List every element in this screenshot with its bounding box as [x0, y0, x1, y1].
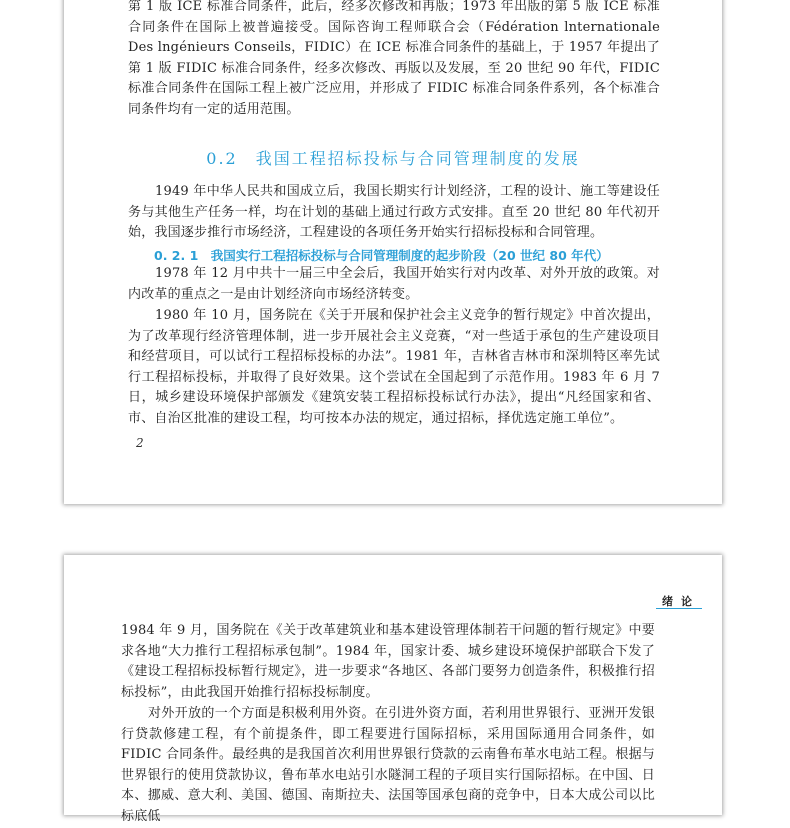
paragraph-1984: 1984 年 9 月，国务院在《关于改革建筑业和基本建设管理体制若干问题的暂行规定》中要求各地“大力推行工程招标承包制”。1984 年，国家计委、城乡建设环境保护部联合下发了《建设工程招标投标暂行规定》，进一步要求“各地区、各部门要努力创造条件，积极推行招标投标”，由此我国开始推行招标投标制度。	[121, 623, 655, 700]
paragraph-fidic-history: 第 1 版 ICE 标准合同条件，此后，经多次修改和再版；1973 年出版的第 5 版 ICE 标准合同条件在国际上被普遍接受。国际咨询工程师联合会（Fédération lnternationale Des lngénieurs Conseils，FIDIC）在 ICE 标准合同条件的基础上，于 1957 年提出了第 1 版 FIDIC 标准合同条件，经多次修改、再版以及发展，至 20 世纪 90 年代，FIDIC 标准合同条件在国际工程上被广泛应用，并形成了 FIDIC 标准合同条件系列，各个标准合同条件均有一定的适用范围。	[128, 0, 660, 117]
running-head: 绪论	[662, 595, 700, 608]
paragraph-1949: 1949 年中华人民共和国成立后，我国长期实行计划经济，工程的设计、施工等建设任务与其他生产任务一样，均在计划的基础上通过行政方式安排。直至 20 世纪 80 年代初开始，我国逐步推行市场经济，工程建设的各项任务开始实行招标投标和合同管理。	[128, 184, 660, 241]
subsection-title: 0. 2. 1 我国实行工程招标投标与合同管理制度的起步阶段（20 世纪 80 年代）	[154, 248, 609, 263]
page-number: 2	[136, 436, 144, 450]
document-page	[64, 555, 722, 824]
document-page	[64, 0, 722, 504]
section-title: 0.2 我国工程招标投标与合同管理制度的发展	[206, 149, 580, 168]
paragraph-1980: 1980 年 10 月，国务院在《关于开展和保护社会主义竞争的暂行规定》中首次提出，为了改革现行经济管理体制，进一步开展社会主义竞赛，“对一些适于承包的生产建设项目和经营项目，可以试行工程招标投标的办法”。1981 年，吉林省吉林市和深圳特区率先试行工程招标投标，并取得了良好效果。这个尝试在全国起到了示范作用。1983 年 6 月 7 日，城乡建设环境保护部颁发《建筑安装工程招标投标试行办法》，提出“凡经国家和省、市、自治区批准的建设工程，均可按本办法的规定，通过招标，择优选定施工单位”。	[128, 308, 660, 426]
paragraph-opening-up: 对外开放的一个方面是积极利用外资。在引进外资方面，若利用世界银行、亚洲开发银行贷款修建工程，有个前提条件，即工程要进行国际招标，采用国际通用合同条件，如 FIDIC 合同条件。最经典的是我国首次利用世界银行贷款的云南鲁布革水电站工程。根据与世界银行的使用贷款协议，鲁布革水电站引水隧洞工程的子项目实行国际招标。在中国、日本、挪威、意大利、美国、德国、南斯拉夫、法国等国承包商的竞争中，日本大成公司以比标底低	[121, 706, 655, 824]
running-head-rule	[656, 608, 702, 609]
paragraph-1978: 1978 年 12 月中共十一届三中全会后，我国开始实行对内改革、对外开放的政策。对内改革的重点之一是由计划经济向市场经济转变。	[128, 266, 660, 302]
